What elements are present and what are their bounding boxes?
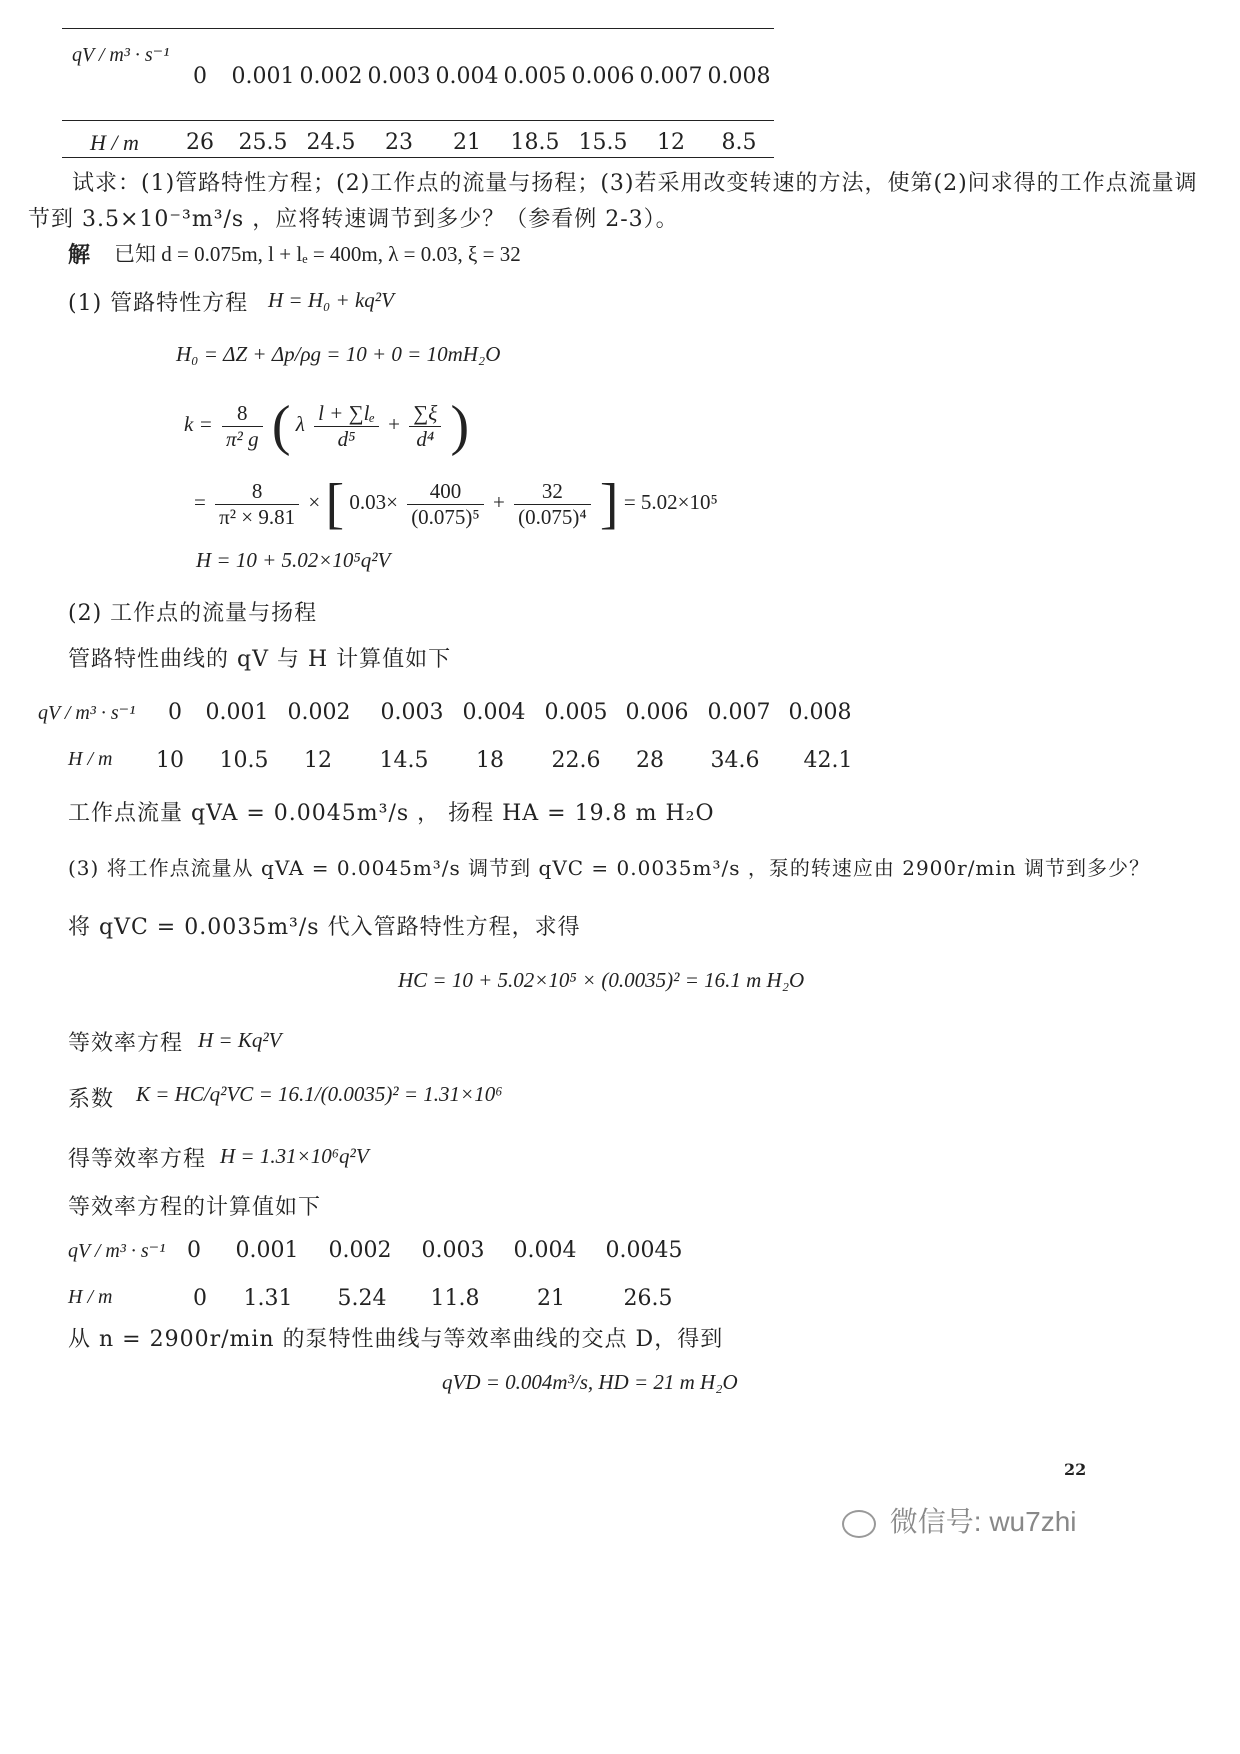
pipe-table-row1-cell: 0.005 [544, 700, 608, 725]
k-formula: k = $\frac{8}{\text{π² g}}$ ( λ $\frac{\text{l + ∑lₑ}}{\text{d⁵}}$ + $\frac{\sum\xi}{\text{d⁴}}$ ) [184, 395, 470, 457]
top-table-row1-cell: 0.008 [707, 64, 771, 89]
section-3-title: (3) 将工作点流量从 qVA = 0.0045m³/s 调节到 qVC = 0.0035m³/s ，泵的转速应由 2900r/min 调节到多少？ [68, 856, 1151, 880]
k-lhs: k = [184, 411, 213, 436]
eff-table-row2-cell: 5.24 [337, 1286, 387, 1311]
known-values: 已知 d = 0.075m, l + lₑ = 400m, λ = 0.03, ξ = 32 [114, 242, 521, 266]
eff-table-row1-cell: 0.004 [513, 1238, 577, 1263]
top-table-row1-cell: 0.005 [503, 64, 567, 89]
pipe-table-row1-cell: 0 [168, 700, 182, 725]
page-number: 22 [1064, 1460, 1087, 1479]
eff-table-row2-label: H / m [68, 1286, 113, 1308]
get-eq-title: 得等效率方程 [68, 1147, 207, 1172]
pipe-table-row2-cell: 42.1 [803, 748, 853, 773]
pipe-table-row2-cell: 12 [304, 748, 332, 773]
eff-table-row1-cell: 0.0045 [605, 1238, 683, 1263]
final-line: 从 n = 2900r/min 的泵特性曲线与等效率曲线的交点 D，得到 [68, 1327, 724, 1352]
section-1-equation: H = H₀ + kq²V [268, 288, 394, 312]
h-equation: H = 10 + 5.02×10⁵q²V [196, 548, 391, 572]
pipe-table-row2-cell: 28 [636, 748, 664, 773]
coef-title: 系数 [68, 1087, 115, 1112]
eff-table-row1-cell: 0.002 [328, 1238, 392, 1263]
pipe-table-row2-cell: 34.6 [710, 748, 760, 773]
work-point-line: 工作点流量 qVA = 0.0045m³/s ， 扬程 HA = 19.8 m H₂O [68, 801, 715, 826]
top-table-row1-label: qV / m³ · s⁻¹ [72, 44, 170, 66]
pipe-table-row1-cell: 0.008 [788, 700, 852, 725]
final-equation: qVD = 0.004m³/s, HD = 21 m H₂O [442, 1370, 738, 1394]
top-table-row2-label: H / m [90, 130, 139, 155]
eff-table-row2-cell: 26.5 [623, 1286, 673, 1311]
solution-label: 解 [68, 242, 91, 268]
hc-equation: HC = 10 + 5.02×10⁵ × (0.0035)² = 16.1 m H₂O [398, 968, 805, 992]
pipe-table-row1-cell: 0.007 [707, 700, 771, 725]
top-table-row2-cell: 26 [186, 130, 214, 155]
eff-table-row2-cell: 21 [537, 1286, 565, 1311]
eff-calc-intro: 等效率方程的计算值如下 [68, 1195, 322, 1220]
top-table-row2-cell: 21 [453, 130, 481, 155]
eff-table-row1-cell: 0.003 [421, 1238, 485, 1263]
top-table-rule-top [62, 28, 774, 29]
pipe-table-row2-label: H / m [68, 748, 113, 770]
problem-line-2: 节到 3.5×10⁻³m³/s ，应将转速调节到多少？（参看例 2-3）。 [28, 207, 679, 232]
pipe-table-row1-cell: 0.002 [287, 700, 351, 725]
pipe-table-row1-cell: 0.003 [380, 700, 444, 725]
problem-line-1: 试求：(1)管路特性方程；(2)工作点的流量与扬程；(3)若采用改变转速的方法，使第(2)问求得的工作点流量调 [72, 171, 1198, 196]
top-table-row2-cell: 23 [385, 130, 413, 155]
top-table-row1-cell: 0.004 [435, 64, 499, 89]
top-table-row1-cell: 0.003 [367, 64, 431, 89]
watermark-text: 微信号: wu7zhi [889, 1506, 1077, 1537]
pipe-table-row2-cell: 18 [476, 748, 504, 773]
h0-equation: H₀ = ΔZ + Δp/ρg = 10 + 0 = 10mH₂O [176, 342, 501, 366]
pipe-table-row1-cell: 0.006 [625, 700, 689, 725]
top-table-rule-mid [62, 120, 774, 121]
pipe-table-row1-label: qV / m³ · s⁻¹ [38, 702, 136, 724]
pipe-table-row2-cell: 22.6 [551, 748, 601, 773]
top-table-row2-cell: 25.5 [238, 130, 288, 155]
top-table-row1-cell: 0.006 [571, 64, 635, 89]
eq-eff: H = Kq²V [198, 1028, 282, 1052]
eff-table-row2-cell: 1.31 [243, 1286, 293, 1311]
top-table-row2-cell: 8.5 [721, 130, 757, 155]
top-table-row1-cell: 0 [193, 64, 207, 89]
k-result: = 5.02×10⁵ [623, 489, 718, 514]
top-table-row2-cell: 15.5 [578, 130, 628, 155]
pipe-table-row1-cell: 0.001 [205, 700, 269, 725]
k-numeric: = $\frac{8}{\text{π² × 9.81}}$ × [ 0.03× $\frac{400}{\text{(0.075)⁵}}$ + $\frac{32}{\text{(0.075)⁴}}$ ] = 5.02×10⁵ [194, 473, 718, 535]
top-table-row1-cell: 0.001 [231, 64, 295, 89]
pipe-table-row2-cell: 14.5 [379, 748, 429, 773]
pipe-table-row1-cell: 0.004 [462, 700, 526, 725]
top-table-row1-cell: 0.007 [639, 64, 703, 89]
eff-table-row2-cell: 0 [193, 1286, 207, 1311]
eff-table-row1-cell: 0 [187, 1238, 201, 1263]
k-frac-length: $\frac{\text{l + ∑lₑ}}{\text{d⁵}}$ [314, 401, 379, 452]
wechat-watermark [842, 1500, 1077, 1540]
section-2-title: (2) 工作点的流量与扬程 [68, 601, 318, 626]
pipe-table-row2-cell: 10.5 [219, 748, 269, 773]
top-table-row2-cell: 18.5 [510, 130, 560, 155]
wechat-icon [842, 1510, 876, 1538]
top-table-row2-cell: 24.5 [306, 130, 356, 155]
k-frac-xi: $\frac{\sum\xi}{\text{d⁴}}$ [409, 401, 441, 452]
top-table-rule-bottom [62, 157, 774, 158]
section-2-intro: 管路特性曲线的 qV 与 H 计算值如下 [68, 647, 452, 672]
top-table-row1-cell: 0.002 [299, 64, 363, 89]
eq-eff-title: 等效率方程 [68, 1031, 184, 1056]
get-eq: H = 1.31×10⁶q²V [220, 1144, 369, 1168]
top-table-row2-cell: 12 [657, 130, 685, 155]
section-1-title: (1) 管路特性方程 [68, 291, 249, 316]
eff-table-row1-label: qV / m³ · s⁻¹ [68, 1240, 166, 1262]
pipe-table-row2-cell: 10 [156, 748, 184, 773]
coef-equation: K = HC/q²VC = 16.1/(0.0035)² = 1.31×10⁶ [136, 1082, 503, 1106]
eff-table-row1-cell: 0.001 [235, 1238, 299, 1263]
k-frac: $\frac{8}{\text{π² g}}$ [222, 401, 263, 452]
eff-table-row2-cell: 11.8 [430, 1286, 480, 1311]
substitute-line: 将 qVC = 0.0035m³/s 代入管路特性方程，求得 [68, 915, 581, 940]
